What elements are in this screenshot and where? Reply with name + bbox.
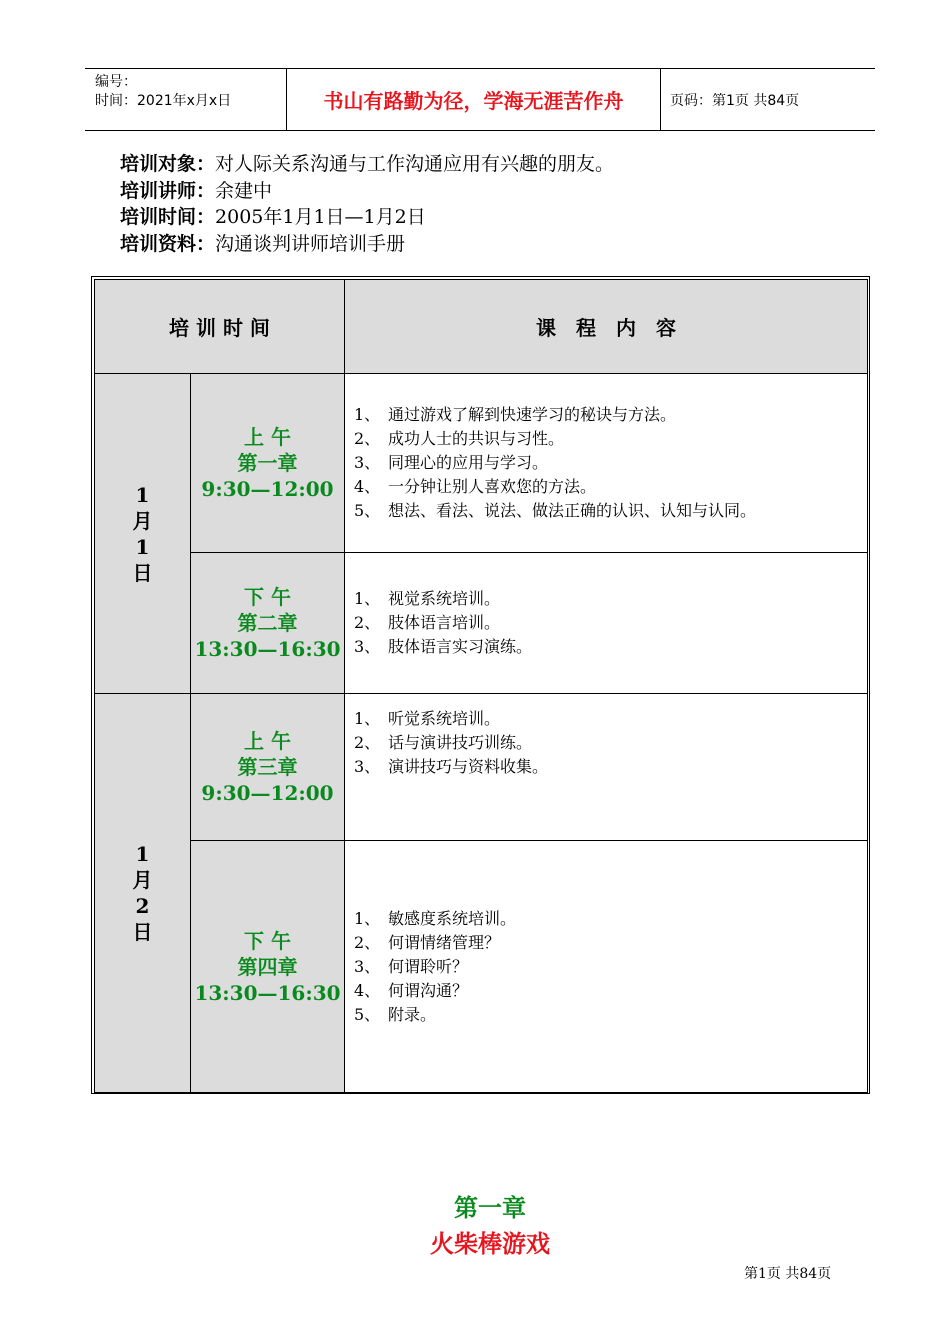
info-key: 培训资料： [120, 232, 216, 255]
date-text: 日 [132, 920, 153, 944]
date-cell-day2 [94, 693, 191, 1093]
date-text: 月 [132, 508, 153, 533]
list-item: 3、 演讲技巧与资料收集。 [354, 757, 549, 776]
list-item: 2、 话与演讲技巧训练。 [354, 733, 533, 752]
list-item: 3、 同理心的应用与学习。 [354, 453, 549, 472]
date-text: 1 [135, 534, 150, 559]
training-info [120, 151, 614, 257]
session-cell [190, 373, 345, 553]
info-value: 2005年1月1日—1月2日 [215, 206, 426, 228]
content-cell [344, 373, 868, 553]
header-page: 页码：第1页 共84页 [670, 92, 800, 109]
session-period: 下 午 [244, 585, 291, 609]
date-text: 1 [135, 842, 150, 866]
session-cell [190, 552, 345, 694]
list-item: 2、 成功人士的共识与习性。 [354, 429, 565, 448]
session-time: 9:30—12:00 [201, 781, 334, 805]
session-time: 13:30—16:30 [194, 980, 341, 1005]
page-footer: 第1页 共84页 [744, 1266, 832, 1282]
list-item: 1、 通过游戏了解到快速学习的秘诀与方法。 [354, 405, 677, 424]
content-cell [344, 693, 868, 841]
session-chapter: 第一章 [237, 451, 298, 475]
header-motto: 书山有路勤为径，学海无涯苦作舟 [323, 89, 624, 113]
session-cell [190, 840, 345, 1093]
date-text: 日 [132, 560, 153, 585]
list-item: 2、 肢体语言培训。 [354, 613, 501, 632]
header-time: 时间：2021年x月x日 [95, 93, 232, 109]
session-period: 下 午 [244, 928, 291, 953]
session-chapter: 第三章 [237, 755, 298, 779]
list-item: 3、 肢体语言实习演练。 [354, 637, 533, 656]
date-text: 2 [135, 894, 150, 918]
session-period: 上 午 [244, 425, 291, 449]
list-item: 1、 敏感度系统培训。 [354, 908, 517, 928]
list-item: 1、 视觉系统培训。 [354, 589, 501, 608]
info-key: 培训讲师： [120, 179, 216, 202]
chapter-title: 第一章 [454, 1193, 526, 1222]
info-value: 沟通谈判讲师培训手册 [215, 232, 406, 255]
content-cell [344, 552, 868, 694]
list-item: 4、 一分钟让别人喜欢您的方法。 [354, 477, 597, 496]
list-item: 5、 想法、看法、说法、做法正确的认识、认知与认同。 [354, 501, 757, 520]
content-list [345, 403, 756, 523]
info-row [120, 178, 614, 205]
info-row [120, 151, 614, 178]
session-cell [190, 693, 345, 841]
column-header-content: 课 程 内 容 [344, 279, 868, 374]
list-item: 3、 何谓聆听？ [354, 956, 469, 976]
date-cell-day1 [94, 373, 191, 694]
list-item: 2、 何谓情绪管理？ [354, 932, 501, 952]
list-item: 1、 听觉系统培训。 [354, 709, 501, 728]
header-meta [95, 73, 231, 111]
date-text: 1 [135, 482, 150, 507]
list-item: 4、 何谓沟通？ [354, 980, 469, 1000]
content-list [345, 707, 548, 779]
chapter-subtitle: 火柴棒游戏 [430, 1229, 550, 1258]
session-period: 上 午 [244, 729, 291, 753]
session-chapter: 第二章 [237, 611, 298, 635]
session-time: 13:30—16:30 [194, 637, 341, 661]
schedule-table [91, 276, 870, 1094]
info-row [120, 231, 614, 258]
info-value: 对人际关系沟通与工作沟通应用有兴趣的朋友。 [215, 153, 615, 175]
info-value: 余建中 [215, 179, 273, 202]
info-key: 培训时间： [120, 206, 216, 228]
header-number: 编号： [95, 74, 137, 90]
info-key: 培训对象： [120, 153, 216, 175]
session-chapter: 第四章 [237, 954, 298, 979]
info-row [120, 204, 614, 231]
list-item: 5、 附录。 [354, 1004, 437, 1024]
content-cell [344, 840, 868, 1093]
page-header [85, 68, 875, 131]
session-time: 9:30—12:00 [201, 477, 334, 501]
content-list [345, 587, 532, 659]
column-header-time: 培 训 时 间 [94, 279, 345, 374]
date-text: 月 [132, 868, 153, 892]
content-list [345, 907, 516, 1027]
